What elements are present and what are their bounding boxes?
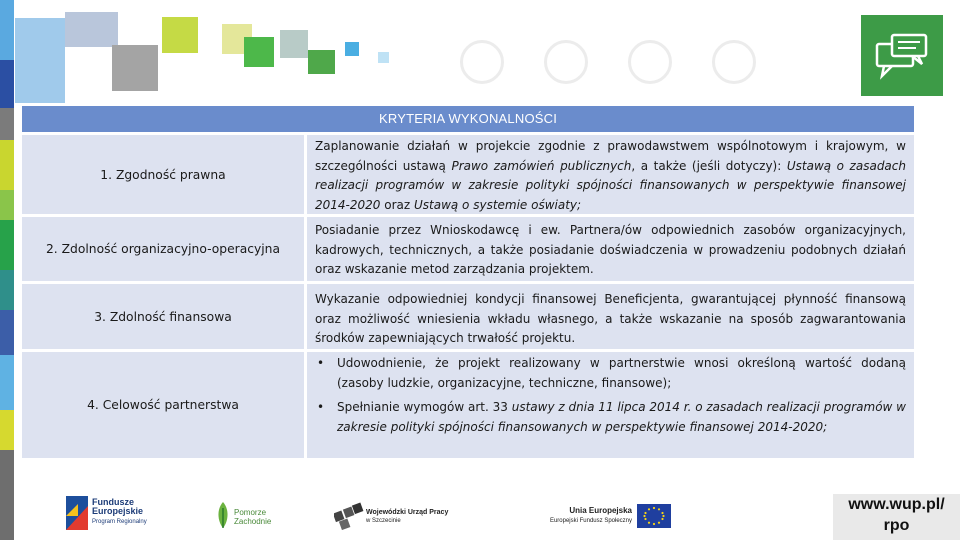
criterion-description: Posiadanie przez Wnioskodawcę i ew. Partnera/ów odpowiednich zasobów organizacyjnych, kadrowych, technicznych, a także posiadanie doświadczenia w prowadzeniu podobnych działań oraz wskazanie metod zarządzania projektem. bbox=[307, 217, 914, 281]
criteria-table bbox=[22, 106, 914, 458]
text-segment: , a także (jeśli dotyczy): bbox=[631, 158, 787, 173]
tram-icon bbox=[712, 40, 756, 84]
rocket-icon bbox=[460, 40, 504, 84]
criterion-label: 2. Zdolność organizacyjno-operacyjna bbox=[22, 217, 304, 281]
list-item bbox=[315, 354, 906, 393]
table-header: KRYTERIA WYKONALNOŚCI bbox=[22, 106, 914, 132]
unia-europejska-logo bbox=[540, 500, 680, 534]
text-segment: Ustawą o zasadach realizacji programów w zakresie polityki spójności finansowanych w perspektywie finansowej 2014-2020 bbox=[315, 158, 906, 212]
decor-square bbox=[244, 37, 274, 67]
url-text: rpo bbox=[883, 517, 910, 534]
text-segment: Ustawą o systemie oświaty; bbox=[413, 197, 582, 212]
decor-square bbox=[162, 17, 198, 53]
criterion-description bbox=[307, 352, 914, 458]
decor-square bbox=[15, 18, 65, 103]
speech-bubbles-icon bbox=[861, 15, 943, 96]
logo-text: Europejski Fundusz Społeczny bbox=[549, 518, 632, 524]
decor-square bbox=[345, 42, 359, 56]
logo-text: Pomorze bbox=[234, 508, 267, 517]
decor-square bbox=[308, 50, 335, 74]
criterion-label: 4. Celowość partnerstwa bbox=[22, 352, 304, 458]
logo-text: Unia Europejska bbox=[569, 506, 632, 515]
fundusze-europejskie-logo bbox=[66, 496, 156, 532]
criterion-description bbox=[307, 135, 914, 214]
wup-szczecin-logo bbox=[334, 500, 484, 532]
text-segment: Zaplanowanie działań w projekcie zgodnie z prawodawstwem wspólnotowym i krajowym, w szczególności ustawą bbox=[315, 139, 906, 173]
logo-text: Zachodnie bbox=[234, 517, 272, 526]
table-row bbox=[22, 352, 914, 458]
text-segment: Prawo zamówień publicznych bbox=[451, 158, 632, 173]
logo-text: Europejskie bbox=[92, 506, 144, 516]
bullet: • bbox=[317, 400, 325, 414]
eu-flag-icon bbox=[637, 504, 671, 528]
decor-square bbox=[378, 52, 389, 63]
bullet-text: Udowodnienie, że projekt realizowany w partnerstwie wnosi określoną wartość dodaną (zasoby ludzkie, organizacyjne, techniczne, finansowe); bbox=[337, 356, 906, 390]
bullet-text bbox=[337, 398, 906, 437]
table-row bbox=[22, 284, 914, 349]
logo-text: Program Regionalny bbox=[92, 519, 147, 525]
logo-text: Fundusze bbox=[92, 497, 134, 507]
leaf-icon bbox=[628, 40, 672, 84]
criterion-label: 1. Zgodność prawna bbox=[22, 135, 304, 214]
text-segment: ustawy z dnia 11 lipca 2014 r. o zasadach realizacji programów w zakresie polityki spójności finansowanych w perspektywie finansowej 2014-2020; bbox=[337, 400, 906, 434]
bullet: • bbox=[317, 356, 325, 370]
left-color-strip bbox=[0, 0, 14, 540]
criterion-description: Wykazanie odpowiedniej kondycji finansowej Beneficjenta, gwarantującej płynność finansową oraz możliwość wniesienia wkładu własnego, a także wskazanie na sposób zagwarantowania środków zapewniających trwałość projektu. bbox=[307, 284, 914, 349]
faint-background-icons bbox=[460, 40, 756, 84]
text-segment: oraz bbox=[380, 197, 414, 212]
text-segment: Spełnianie wymogów art. 33 bbox=[337, 400, 512, 414]
decor-square bbox=[112, 45, 158, 91]
website-url[interactable] bbox=[833, 494, 960, 540]
fan-icon bbox=[544, 40, 588, 84]
logo-text: Wojewódzki Urząd Pracy bbox=[366, 509, 449, 516]
url-text: www.wup.pl/ bbox=[848, 496, 945, 513]
logo-text: w Szczecinie bbox=[366, 518, 401, 524]
pomorze-zachodnie-logo bbox=[214, 500, 284, 532]
decor-square bbox=[280, 30, 308, 58]
decor-square bbox=[65, 12, 118, 47]
table-row bbox=[22, 217, 914, 281]
list-item bbox=[315, 398, 906, 437]
table-row bbox=[22, 135, 914, 214]
criterion-label: 3. Zdolność finansowa bbox=[22, 284, 304, 349]
